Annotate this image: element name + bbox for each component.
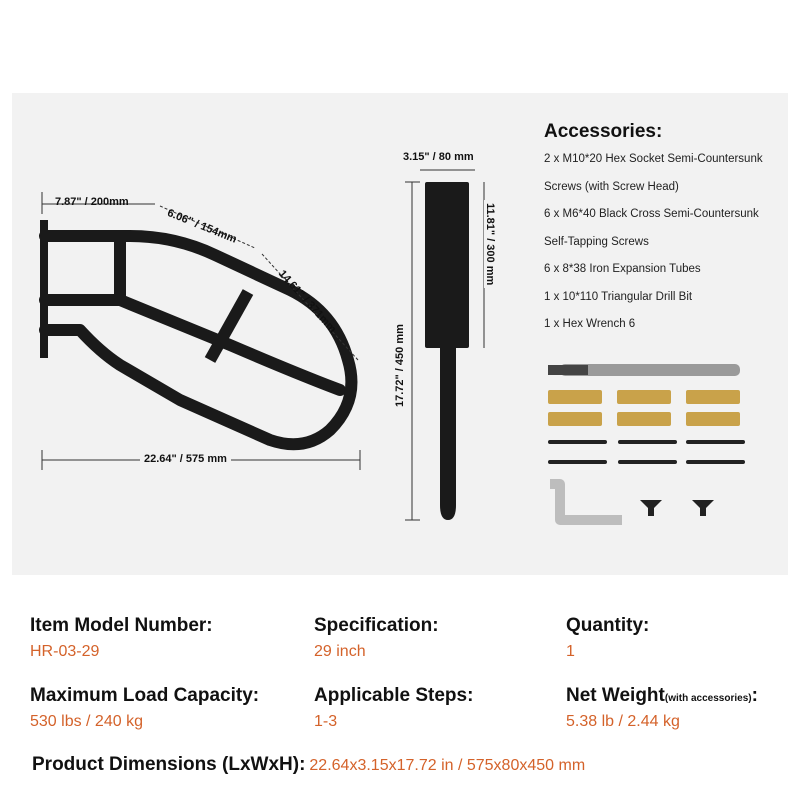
expansion-tube-icons bbox=[548, 390, 740, 426]
spec-dimensions-value: 22.64x3.15x17.72 in / 575x80x450 mm bbox=[309, 757, 586, 774]
accessories-list bbox=[544, 152, 784, 345]
spec-dimensions-label: Product Dimensions (LxWxH): bbox=[32, 754, 306, 775]
handrail-front-view bbox=[425, 182, 469, 520]
spec-steps bbox=[314, 685, 473, 731]
dim-length: 22.64" / 575 mm bbox=[140, 453, 231, 465]
dim-plate-height: 11.81" / 300 mm bbox=[484, 200, 496, 288]
spec-weight-label-main: Net Weight bbox=[566, 685, 665, 706]
spec-model-label: Item Model Number: bbox=[30, 615, 213, 636]
spec-weight bbox=[566, 685, 758, 731]
spec-weight-label-colon: : bbox=[751, 685, 758, 706]
dim-plate-width: 3.15" / 80 mm bbox=[403, 151, 474, 163]
accessory-item: 6 x M6*40 Black Cross Semi-Countersunk bbox=[544, 208, 759, 220]
hex-screw-icon-1 bbox=[640, 500, 662, 516]
hex-wrench-icon bbox=[550, 484, 622, 520]
spec-weight-label bbox=[566, 685, 758, 707]
dim-height: 17.72" / 450 mm bbox=[394, 321, 406, 410]
spec-quantity bbox=[566, 615, 649, 661]
accessory-item: 2 x M10*20 Hex Socket Semi-Countersunk bbox=[544, 153, 763, 165]
accessories-title: Accessories: bbox=[544, 121, 663, 142]
spec-weight-label-note: (with accessories) bbox=[664, 693, 752, 704]
spec-quantity-label: Quantity: bbox=[566, 615, 650, 636]
accessory-item: 1 x 10*110 Triangular Drill Bit bbox=[544, 290, 693, 303]
spec-load-value: 530 lbs / 240 kg bbox=[30, 713, 143, 730]
accessory-item: 1 x Hex Wrench 6 bbox=[544, 318, 636, 330]
spec-quantity-value: 1 bbox=[566, 643, 575, 660]
accessory-item: Self-Tapping Screws bbox=[544, 235, 649, 248]
spec-steps-value: 1-3 bbox=[314, 713, 338, 730]
spec-model bbox=[30, 615, 213, 661]
spec-specification-value: 29 inch bbox=[314, 643, 366, 660]
front-rail-tube bbox=[440, 220, 456, 520]
accessory-item: Screws (with Screw Head) bbox=[544, 180, 679, 193]
accessories-illustration bbox=[548, 364, 743, 520]
dim-diagonal: 14.61" / 371mm bbox=[276, 268, 339, 336]
spec-load-label: Maximum Load Capacity: bbox=[30, 685, 260, 706]
spec-dimensions bbox=[32, 754, 585, 776]
dim-curve: 6.06" / 154mm bbox=[165, 207, 239, 246]
spec-specification bbox=[314, 615, 439, 661]
rail-tube-outer bbox=[45, 236, 351, 444]
dim-width-top: 7.87" / 200mm bbox=[55, 196, 129, 208]
handrail-side-view bbox=[40, 220, 351, 444]
spec-model-value: HR-03-29 bbox=[30, 643, 100, 660]
spec-weight-value: 5.38 lb / 2.44 kg bbox=[566, 713, 680, 730]
spec-steps-label: Applicable Steps: bbox=[314, 685, 474, 706]
spec-specification-label: Specification: bbox=[314, 615, 439, 636]
spec-load bbox=[30, 685, 259, 731]
hex-screw-icon-2 bbox=[692, 500, 714, 516]
accessory-item: 6 x 8*38 Iron Expansion Tubes bbox=[544, 263, 701, 275]
self-tapping-screw-icons bbox=[550, 442, 743, 462]
